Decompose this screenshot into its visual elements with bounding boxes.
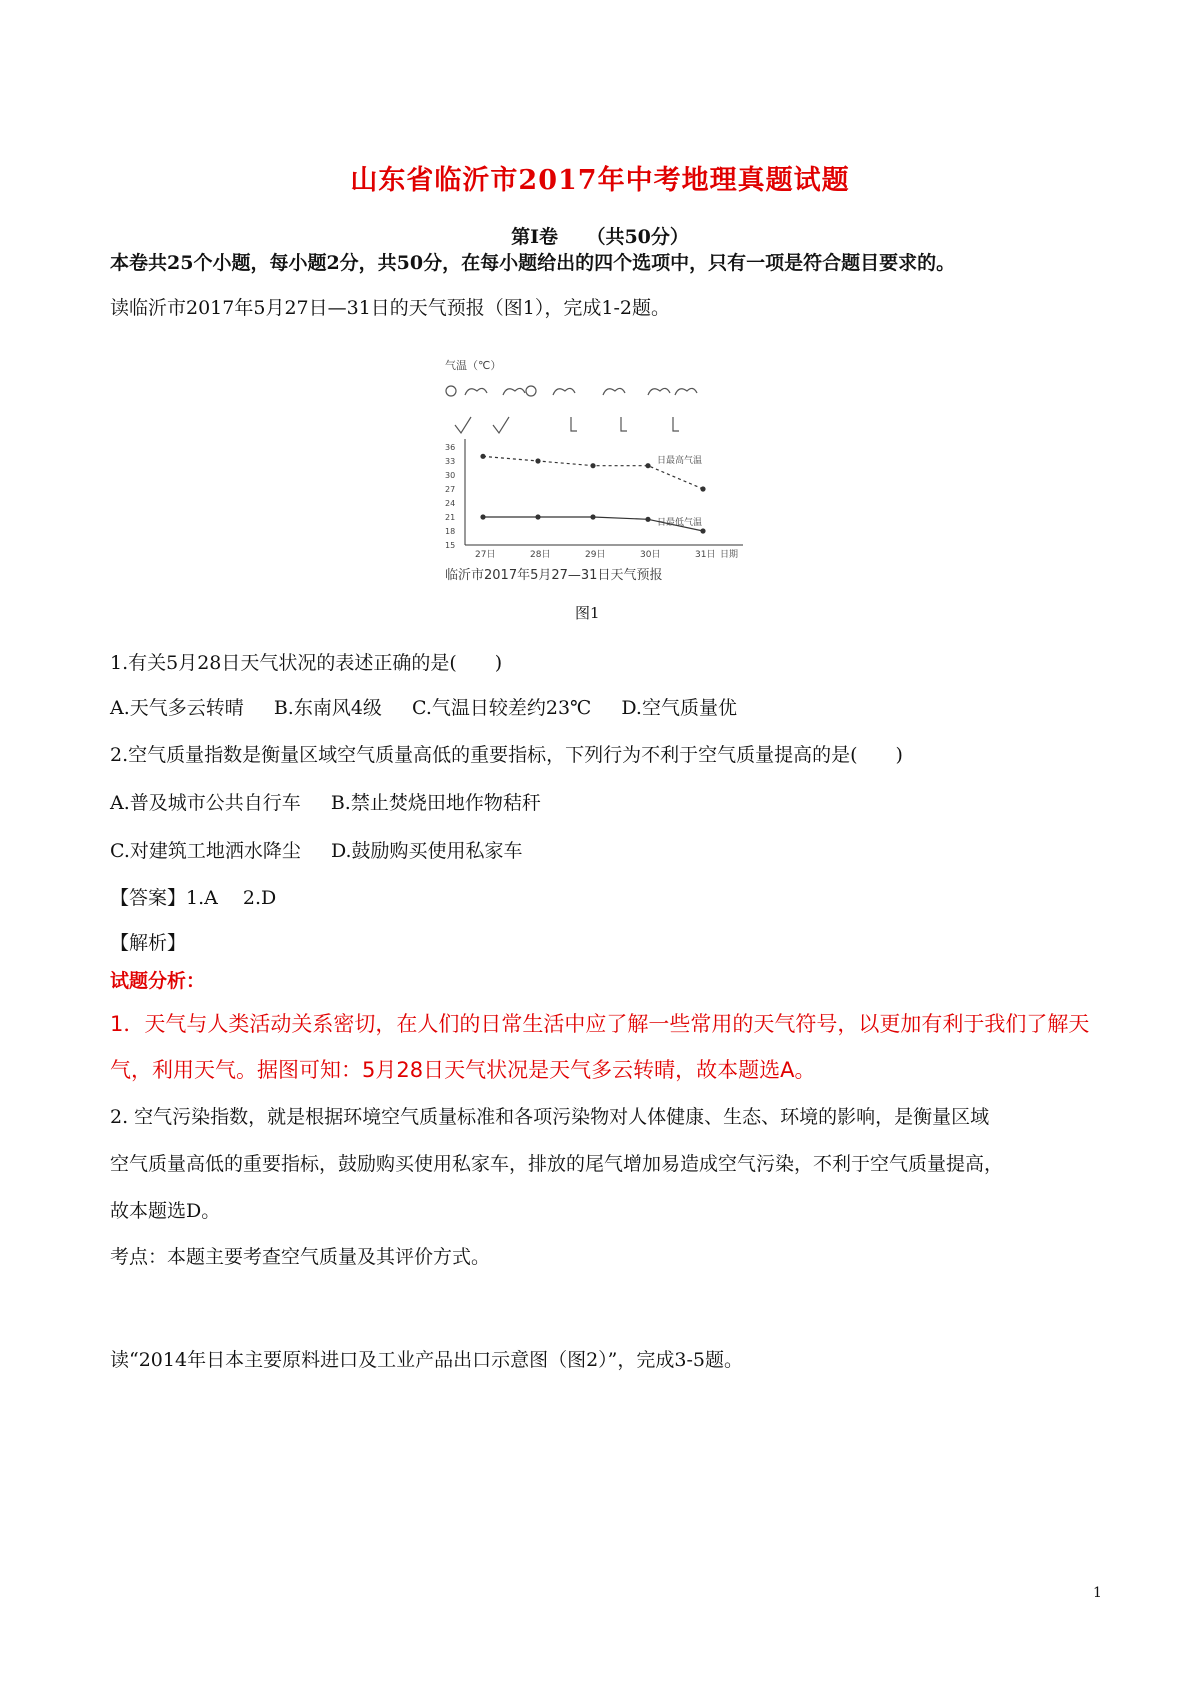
kaodian: 考点：本题主要考查空气质量及其评价方式。: [110, 1246, 491, 1268]
wind-icon: [673, 417, 679, 431]
page-title: 山东省临沂市2017年中考地理真题试题: [350, 165, 850, 196]
wind-icon: [571, 417, 577, 431]
q1-option-a: A.天气多云转晴: [110, 697, 244, 719]
cloud-icon: [648, 388, 670, 395]
analysis-head: 试题分析：: [110, 970, 206, 992]
question-1-stem: 1.有关5月28日天气状况的表述正确的是( ): [110, 652, 503, 674]
data-point-high: [535, 458, 540, 463]
chart-caption: 临沂市2017年5月27—31日天气预报: [445, 568, 663, 583]
weather-forecast-chart: [443, 355, 770, 595]
y-tick-label: 24: [445, 499, 456, 508]
data-point-low: [480, 514, 485, 519]
x-tick-label: 27日: [475, 550, 496, 560]
q2-option-c: C.对建筑工地洒水降尘: [110, 840, 301, 862]
y-tick-label: 15: [445, 541, 456, 550]
analysis-1-line-2: 气，利用天气。据图可知：5月28日天气状况是天气多云转晴，故本题选A。: [110, 1058, 816, 1082]
analysis-1-line-1: 1．天气与人类活动关系密切，在人们的日常生活中应了解一些常用的天气符号，以更加有利于我们了解天: [110, 1012, 1090, 1036]
data-point-high: [700, 486, 705, 491]
question-1-options: [110, 693, 761, 720]
data-point-low: [590, 514, 595, 519]
x-tick-label: 30日: [640, 550, 661, 560]
cloud-icon: [675, 388, 697, 395]
q2-option-b: B.禁止焚烧田地作物秸秆: [330, 792, 541, 814]
analysis-2-line-1: 2. 空气污染指数，就是根据环境空气质量标准和各项污染物对人体健康、生态、环境的影响，是衡量区域: [110, 1106, 990, 1128]
y-tick-label: 21: [445, 513, 456, 522]
data-point-high: [645, 463, 650, 468]
analysis-2-line-3: 故本题选D。: [110, 1200, 221, 1222]
y-axis-label: 气温（℃）: [445, 359, 502, 372]
data-point-low: [535, 514, 540, 519]
check-icon: [455, 417, 471, 433]
x-tick-label: 29日: [585, 550, 606, 560]
series-high-label: 日最高气温: [657, 456, 703, 466]
series-low-label: 日最低气温: [657, 518, 703, 528]
x-tick-label: 日期: [720, 550, 739, 560]
q2-option-d: D.鼓励购买使用私家车: [330, 840, 523, 862]
x-tick-label: 31日: [695, 550, 716, 560]
x-tick-label: 28日: [530, 550, 551, 560]
sun-icon: [526, 386, 536, 396]
y-tick-label: 18: [445, 527, 456, 536]
q1-option-d: D.空气质量优: [621, 697, 737, 719]
answer: 【答案】1.A 2.D: [110, 887, 277, 909]
section-header: 第Ⅰ卷 （共50分）: [511, 226, 689, 248]
cloud-icon: [553, 388, 575, 395]
analysis-label: 【解析】: [110, 932, 187, 954]
sun-icon: [446, 386, 456, 396]
y-tick-label: 30: [445, 471, 456, 480]
y-tick-label: 33: [445, 457, 456, 466]
data-point-low: [645, 517, 650, 522]
figure-caption: 图1: [575, 604, 600, 622]
analysis-2-line-2: 空气质量高低的重要指标，鼓励购买使用私家车，排放的尾气增加易造成空气污染，不利于空气质量提高，: [110, 1153, 1004, 1175]
y-tick-label: 27: [445, 485, 456, 494]
y-tick-label: 36: [445, 443, 456, 452]
check-icon: [493, 417, 509, 433]
intro-figure1: 读临沂市2017年5月27日—31日的天气预报（图1），完成1-2题。: [110, 297, 670, 319]
q1-option-b: B.东南风4级: [273, 697, 382, 719]
data-point-high: [590, 463, 595, 468]
page-number: 1: [1093, 1585, 1102, 1601]
data-point-high: [480, 454, 485, 459]
wind-icon: [621, 417, 627, 431]
q2-option-a: A.普及城市公共自行车: [110, 792, 301, 814]
weather-icons-strip: [446, 386, 697, 433]
cloud-icon: [603, 388, 625, 395]
instructions: 本卷共25个小题，每小题2分，共50分，在每小题给出的四个选项中，只有一项是符合题目要求的。: [110, 252, 956, 274]
question-2-options-row2: [110, 836, 547, 863]
question-2-options-row1: [110, 788, 565, 815]
q1-option-c: C.气温日较差约23℃: [411, 697, 592, 719]
intro-figure2: 读“2014年日本主要原料进口及工业产品出口示意图（图2）”，完成3-5题。: [110, 1349, 743, 1371]
question-2-stem: 2.空气质量指数是衡量区域空气质量高低的重要指标，下列行为不利于空气质量提高的是( ): [110, 744, 903, 766]
cloud-icon: [503, 388, 525, 395]
cloud-icon: [465, 388, 487, 395]
data-point-low: [700, 528, 705, 533]
